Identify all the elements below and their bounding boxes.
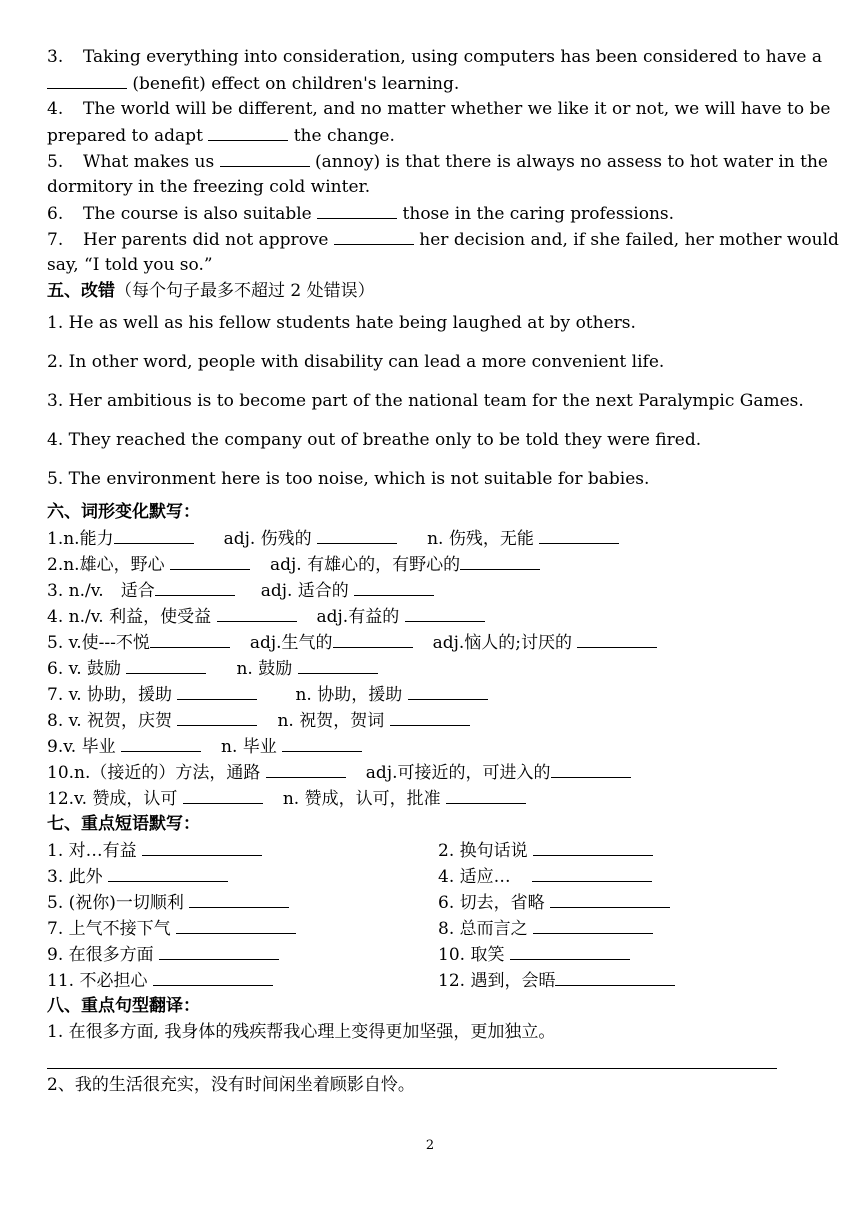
answer-blank[interactable]: [108, 863, 228, 882]
prompt: 1.n.能力: [47, 529, 114, 549]
item-text: The course is also suitable: [83, 204, 312, 224]
correction-item: 1. He as well as his fellow students hate being laughed at by others.: [47, 313, 636, 333]
word-form-row: [47, 681, 813, 708]
answer-blank[interactable]: [555, 967, 675, 986]
correction-item: 3. Her ambitious is to become part of the national team for the next Paralympic Games.: [47, 391, 804, 411]
prompt: n. 伤残，无能: [427, 529, 534, 549]
answer-blank[interactable]: [550, 889, 670, 908]
fill-item-5-line1: [47, 148, 828, 175]
phrase-row: [47, 967, 813, 994]
item-number: 3.: [47, 47, 64, 67]
phrase-prompt: 10. 取笑: [438, 945, 505, 965]
phrase-row: [47, 941, 813, 968]
phrase-prompt: 11. 不必担心: [47, 971, 148, 991]
word-form-row: [47, 733, 813, 760]
answer-blank[interactable]: [533, 915, 653, 934]
item-text: the change.: [293, 126, 395, 146]
prompt: n. 毕业: [221, 737, 277, 757]
answer-blank[interactable]: [266, 759, 346, 778]
answer-blank[interactable]: [333, 629, 413, 648]
item-text: Taking everything into consideration, using computers has been considered to have a: [83, 47, 823, 67]
correction-item: 4. They reached the company out of breathe only to be told they were fired.: [47, 430, 702, 450]
phrase-prompt: 3. 此外: [47, 867, 103, 887]
phrase-row: [47, 863, 813, 890]
answer-blank[interactable]: [170, 551, 250, 570]
word-form-row: [47, 759, 813, 786]
answer-blank[interactable]: [460, 551, 540, 570]
item-number: 5.: [47, 152, 64, 172]
prompt: adj.有益的: [316, 607, 400, 627]
answer-blank[interactable]: [390, 707, 470, 726]
prompt: adj.生气的: [249, 633, 333, 653]
answer-blank[interactable]: [334, 226, 414, 245]
prompt: 3. n./v. 适合: [47, 581, 155, 601]
fill-item-3-line1: [47, 44, 823, 70]
phrase-row: [47, 915, 813, 942]
word-form-row: [47, 603, 813, 630]
answer-blank[interactable]: [189, 889, 289, 908]
word-form-row: [47, 525, 813, 552]
section-8-heading: 八、重点句型翻译：: [47, 996, 200, 1016]
answer-blank[interactable]: [208, 122, 288, 141]
section-note: （每个句子最多不超过 2 处错误）: [115, 281, 375, 301]
answer-blank[interactable]: [539, 525, 619, 544]
prompt: n. 协助，援助: [295, 685, 403, 705]
translation-item: 1. 在很多方面, 我身体的残疾帮我心理上变得更加坚强，更加独立。: [47, 1022, 556, 1042]
section-6-heading: 六、词形变化默写：: [47, 502, 200, 522]
phrase-row: [47, 837, 813, 864]
item-text: her decision and, if she failed, her mother would: [419, 230, 839, 250]
answer-blank[interactable]: [577, 629, 657, 648]
prompt: 2.n.雄心，野心: [47, 555, 165, 575]
answer-blank[interactable]: [177, 707, 257, 726]
answer-blank[interactable]: [150, 629, 230, 648]
answer-blank[interactable]: [408, 681, 488, 700]
prompt: 6. v. 鼓励: [47, 659, 122, 679]
item-text: What makes us: [83, 152, 215, 172]
translation-item: 2、我的生活很充实，没有时间闲坐着顾影自怜。: [47, 1075, 415, 1095]
answer-blank[interactable]: [159, 941, 279, 960]
answer-blank[interactable]: [220, 148, 310, 167]
fill-item-6: [47, 200, 813, 227]
answer-blank[interactable]: [446, 785, 526, 804]
answer-blank[interactable]: [155, 577, 235, 596]
item-text: (benefit) effect on children's learning.: [132, 74, 460, 94]
answer-blank[interactable]: [177, 681, 257, 700]
answer-blank[interactable]: [114, 525, 194, 544]
answer-blank[interactable]: [317, 200, 397, 219]
answer-blank[interactable]: [532, 863, 652, 882]
prompt: adj.可接近的，可进入的: [365, 763, 551, 783]
item-text: prepared to adapt: [47, 126, 203, 146]
section-5-heading: [47, 278, 813, 304]
fill-item-3-line2: [47, 70, 813, 97]
item-number: 6.: [47, 204, 64, 224]
correction-item: 5. The environment here is too noise, which is not suitable for babies.: [47, 469, 650, 489]
answer-blank[interactable]: [121, 733, 201, 752]
phrase-prompt: 5. (祝你)一切顺利: [47, 893, 184, 913]
word-form-row: [47, 655, 813, 682]
item-text: those in the caring professions.: [402, 204, 675, 224]
answer-blank[interactable]: [533, 837, 653, 856]
phrase-prompt: 6. 切去，省略: [438, 893, 545, 913]
item-text: (annoy) is that there is always no assess to hot water in the: [315, 152, 828, 172]
item-text: dormitory in the freezing cold winter.: [47, 177, 371, 197]
word-form-row: [47, 551, 813, 578]
phrase-prompt: 9. 在很多方面: [47, 945, 154, 965]
prompt: 9.v. 毕业: [47, 737, 116, 757]
item-text: Her parents did not approve: [83, 230, 329, 250]
phrase-prompt: 4. 适应…: [438, 867, 511, 887]
answer-blank[interactable]: [405, 603, 485, 622]
phrase-prompt: 2. 换句话说: [438, 841, 528, 861]
word-form-row: [47, 577, 813, 604]
prompt: adj. 伤残的: [223, 529, 312, 549]
answer-line[interactable]: [47, 1068, 777, 1069]
section-title: 五、改错: [47, 281, 115, 301]
answer-blank[interactable]: [282, 733, 362, 752]
item-text: The world will be different, and no matter whether we like it or not, we will have to be: [83, 99, 831, 119]
answer-blank[interactable]: [126, 655, 206, 674]
prompt: 12.v. 赞成，认可: [47, 789, 178, 809]
answer-blank[interactable]: [142, 837, 262, 856]
prompt: 5. v.使---不悦: [47, 633, 150, 653]
fill-item-5-line2: [47, 174, 813, 200]
prompt: 7. v. 协助，援助: [47, 685, 173, 705]
phrase-row: [47, 889, 813, 916]
section-7-heading: 七、重点短语默写：: [47, 814, 200, 834]
item-number: 7.: [47, 230, 64, 250]
prompt: n. 赞成，认可，批准: [282, 789, 441, 809]
prompt: 10.n.（接近的）方法，通路: [47, 763, 261, 783]
fill-item-4-line2: [47, 122, 813, 149]
phrase-prompt: 8. 总而言之: [438, 919, 528, 939]
word-form-row: [47, 629, 813, 656]
item-number: 4.: [47, 99, 64, 119]
answer-blank[interactable]: [176, 915, 296, 934]
prompt: n. 鼓励: [236, 659, 293, 679]
fill-item-7-line2: [47, 252, 813, 278]
word-form-row: [47, 785, 813, 812]
answer-blank[interactable]: [354, 577, 434, 596]
prompt: 8. v. 祝贺，庆贺: [47, 711, 173, 731]
answer-blank[interactable]: [153, 967, 273, 986]
phrase-prompt: 7. 上气不接下气: [47, 919, 171, 939]
prompt: n. 祝贺，贺词: [277, 711, 385, 731]
item-text: say, “I told you so.”: [47, 255, 213, 275]
phrase-prompt: 12. 遇到，会晤: [438, 971, 556, 991]
answer-blank[interactable]: [317, 525, 397, 544]
answer-blank[interactable]: [183, 785, 263, 804]
word-form-row: [47, 707, 813, 734]
prompt: 4. n./v. 利益，使受益: [47, 607, 212, 627]
phrase-prompt: 1. 对…有益: [47, 841, 137, 861]
fill-item-4-line1: [47, 96, 831, 122]
answer-blank[interactable]: [510, 941, 630, 960]
answer-blank[interactable]: [298, 655, 378, 674]
prompt: adj. 有雄心的，有野心的: [269, 555, 461, 575]
answer-blank[interactable]: [217, 603, 297, 622]
fill-item-7-line1: [47, 226, 839, 253]
answer-blank[interactable]: [47, 70, 127, 89]
prompt: adj.恼人的;讨厌的: [432, 633, 572, 653]
answer-blank[interactable]: [551, 759, 631, 778]
correction-item: 2. In other word, people with disability can lead a more convenient life.: [47, 352, 665, 372]
prompt: adj. 适合的: [260, 581, 349, 601]
page-number: 2: [425, 1138, 435, 1153]
